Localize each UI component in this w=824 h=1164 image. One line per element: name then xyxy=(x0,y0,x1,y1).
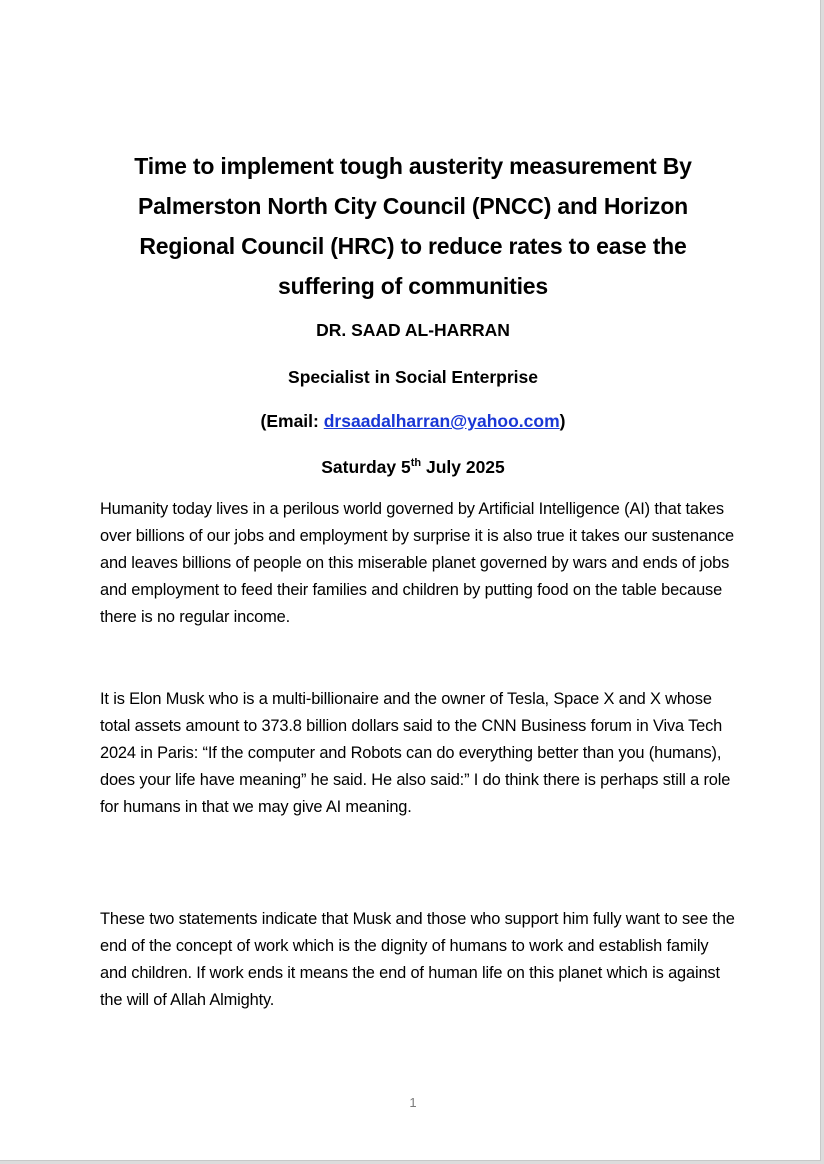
author-name: DR. SAAD AL-HARRAN xyxy=(316,320,510,340)
email-suffix: ) xyxy=(559,411,566,431)
date-rest: July 2025 xyxy=(421,457,505,477)
body-paragraph-2: It is Elon Musk who is a multi-billionaire and the owner of Tesla, Space X and X whose total assets amount to 373.8 billion dollars said to the CNN Business forum in Viva Tech 2024 in Paris: “If the computer and Robots can do everything better than you (humans), does your life have meaning” he said. He also said:” I do think there is perhaps still a role for humans in that we may give AI meaning. xyxy=(100,690,731,816)
email-prefix: (Email: xyxy=(260,411,324,431)
page-number: 1 xyxy=(409,1095,417,1110)
document-date xyxy=(100,455,726,479)
body-paragraph-3: These two statements indicate that Musk and those who support him fully want to see the end of the concept of work which is the dignity of humans to work and establish family and children. If work ends it means the end of human life on this planet which is against the will of Allah Almighty. xyxy=(100,910,735,1009)
body-paragraph-1: Humanity today lives in a perilous world governed by Artificial Intelligence (AI) that takes over billions of our jobs and employment by surprise it is also true it takes our sustenance and leaves billions of people on this miserable planet governed by wars and ends of jobs and employment to feed their families and children by putting food on the table because there is no regular income. xyxy=(100,500,734,626)
email-link[interactable]: drsaadalharran@yahoo.com xyxy=(323,411,560,431)
date-ordinal: th xyxy=(410,457,422,470)
author-email-line xyxy=(100,409,726,433)
author-role: Specialist in Social Enterprise xyxy=(288,367,538,387)
document-title: Time to implement tough austerity measurement By Palmerston North City Council (PNCC) and Horizon Regional Council (HRC) to reduce rates to ease the suffering of communities xyxy=(134,153,692,299)
date-day: Saturday 5 xyxy=(321,457,411,477)
